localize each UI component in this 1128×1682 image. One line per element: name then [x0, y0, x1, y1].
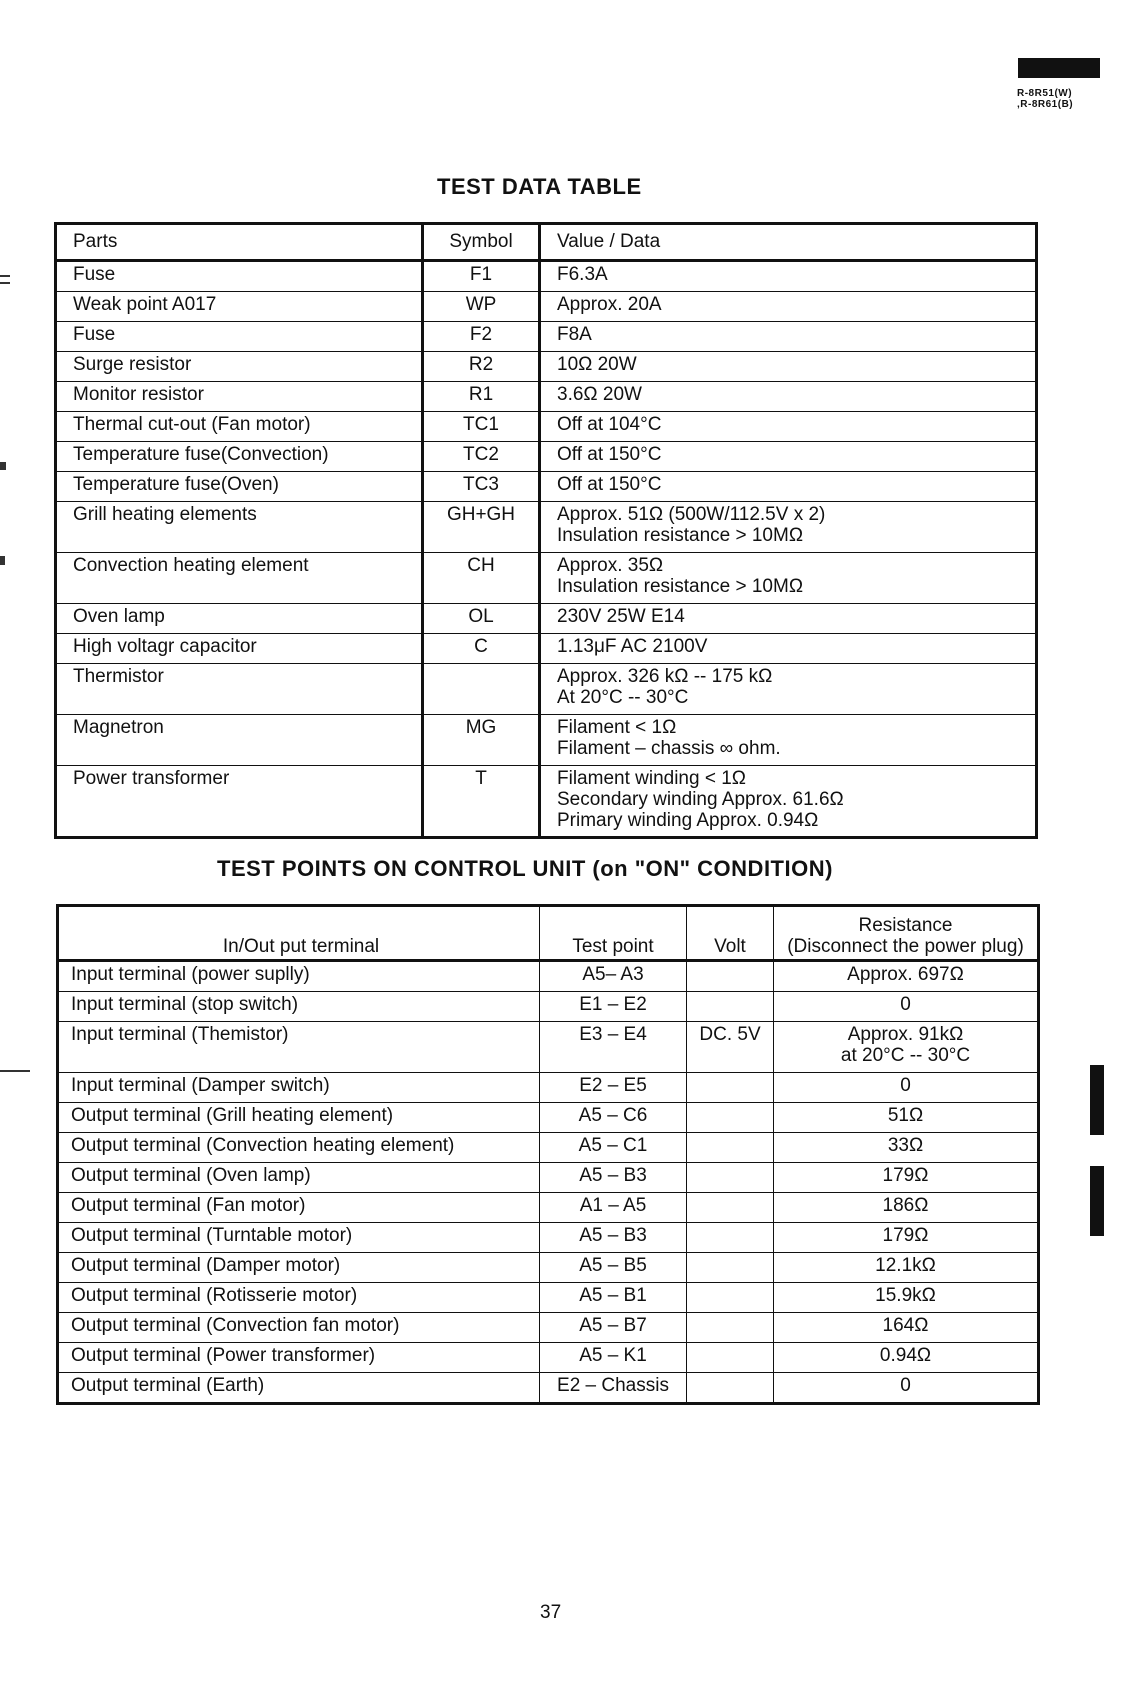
scan-edge-mark: [0, 275, 10, 277]
part-symbol: F1: [423, 261, 540, 292]
value-line: F6.3A: [557, 264, 608, 285]
test-points-table: [56, 904, 1040, 1405]
part-name: Grill heating elements: [56, 502, 423, 553]
terminal-name: Output terminal (Oven lamp): [58, 1163, 540, 1193]
part-value: [540, 382, 1037, 412]
part-value: [540, 766, 1037, 838]
terminal-name: Output terminal (Fan motor): [58, 1193, 540, 1223]
volt-value: [687, 1313, 774, 1343]
test-point: A5 – B1: [540, 1283, 687, 1313]
column-header-resistance: [774, 906, 1039, 961]
value-line: Approx. 326 kΩ -- 175 kΩ: [557, 666, 773, 687]
terminal-name: Output terminal (Damper motor): [58, 1253, 540, 1283]
part-name: Fuse: [56, 322, 423, 352]
resistance-line: 186Ω: [882, 1195, 929, 1216]
part-value: [540, 502, 1037, 553]
test-data-row: [56, 604, 1037, 634]
test-point-row: [58, 1133, 1039, 1163]
test-point: E2 – Chassis: [540, 1373, 687, 1404]
volt-value: [687, 1133, 774, 1163]
test-point: A5 – K1: [540, 1343, 687, 1373]
resistance-value: [774, 1193, 1039, 1223]
resistance-value: [774, 961, 1039, 992]
resistance-line: 0.94Ω: [879, 1345, 932, 1366]
test-points-header-row: [58, 906, 1039, 961]
part-symbol: [423, 664, 540, 715]
resistance-value: [774, 1163, 1039, 1193]
value-line: 1.13μF AC 2100V: [557, 636, 708, 657]
part-value: [540, 664, 1037, 715]
part-value: [540, 322, 1037, 352]
part-value: [540, 352, 1037, 382]
value-line: At 20°C -- 30°C: [557, 687, 689, 708]
resistance-line: 0: [900, 1075, 911, 1096]
test-point: A5 – B3: [540, 1163, 687, 1193]
resistance-value: [774, 1343, 1039, 1373]
edge-index-mark: [1090, 1166, 1104, 1236]
volt-value: [687, 1283, 774, 1313]
part-name: Surge resistor: [56, 352, 423, 382]
test-data-header-row: [56, 224, 1037, 261]
value-line: Insulation resistance > 10MΩ: [557, 576, 804, 597]
resistance-line: 12.1kΩ: [875, 1255, 936, 1276]
test-point-row: [58, 992, 1039, 1022]
volt-value: [687, 1073, 774, 1103]
terminal-name: Output terminal (Rotisserie motor): [58, 1283, 540, 1313]
test-data-row: [56, 412, 1037, 442]
part-name: Weak point A017: [56, 292, 423, 322]
part-symbol: T: [423, 766, 540, 838]
test-data-table: [54, 222, 1038, 839]
test-data-row: [56, 292, 1037, 322]
value-line: 230V 25W E14: [557, 606, 685, 627]
value-line: Off at 150°C: [557, 474, 662, 495]
test-point: A5 – B3: [540, 1223, 687, 1253]
resistance-value: [774, 1073, 1039, 1103]
part-value: [540, 604, 1037, 634]
part-name: Oven lamp: [56, 604, 423, 634]
test-point-row: [58, 1343, 1039, 1373]
value-line: Off at 150°C: [557, 444, 662, 465]
part-symbol: MG: [423, 715, 540, 766]
page-number: 37: [540, 1602, 562, 1623]
test-point-row: [58, 1103, 1039, 1133]
column-header-parts: Parts: [56, 224, 423, 261]
part-value: [540, 292, 1037, 322]
value-line: Secondary winding Approx. 61.6Ω: [557, 789, 844, 810]
test-point-row: [58, 1283, 1039, 1313]
part-symbol: WP: [423, 292, 540, 322]
test-data-row: [56, 382, 1037, 412]
volt-value: [687, 1163, 774, 1193]
test-data-row: [56, 553, 1037, 604]
resistance-value: [774, 1133, 1039, 1163]
test-point-row: [58, 1313, 1039, 1343]
value-line: F8A: [557, 324, 592, 345]
resistance-line: Approx. 697Ω: [847, 964, 964, 985]
terminal-name: Input terminal (stop switch): [58, 992, 540, 1022]
test-point: E2 – E5: [540, 1073, 687, 1103]
volt-value: [687, 992, 774, 1022]
model-codes: [1017, 88, 1073, 110]
resistance-line: 0: [900, 994, 911, 1015]
test-data-row: [56, 261, 1037, 292]
value-line: Approx. 35Ω: [557, 555, 664, 576]
part-symbol: R1: [423, 382, 540, 412]
scan-edge-mark: [0, 462, 6, 470]
value-line: Off at 104°C: [557, 414, 662, 435]
test-point-row: [58, 1373, 1039, 1404]
test-data-row: [56, 322, 1037, 352]
part-value: [540, 442, 1037, 472]
resistance-value: [774, 992, 1039, 1022]
terminal-name: Output terminal (Convection heating element): [58, 1133, 540, 1163]
resistance-line: 0: [900, 1375, 911, 1396]
part-symbol: F2: [423, 322, 540, 352]
part-name: Monitor resistor: [56, 382, 423, 412]
resistance-value: [774, 1223, 1039, 1253]
part-name: Fuse: [56, 261, 423, 292]
part-symbol: TC2: [423, 442, 540, 472]
test-point: A5 – B5: [540, 1253, 687, 1283]
resistance-value: [774, 1283, 1039, 1313]
test-point-row: [58, 1073, 1039, 1103]
value-line: Approx. 20A: [557, 294, 662, 315]
test-point: A5– A3: [540, 961, 687, 992]
terminal-name: Output terminal (Earth): [58, 1373, 540, 1404]
test-data-row: [56, 715, 1037, 766]
test-data-row: [56, 472, 1037, 502]
volt-value: [687, 1373, 774, 1404]
test-point: A5 – C6: [540, 1103, 687, 1133]
volt-value: [687, 1253, 774, 1283]
test-data-row: [56, 352, 1037, 382]
value-line: Primary winding Approx. 0.94Ω: [557, 810, 819, 831]
resistance-header-line: Resistance: [858, 915, 953, 936]
value-line: Insulation resistance > 10MΩ: [557, 525, 804, 546]
test-point: A1 – A5: [540, 1193, 687, 1223]
test-data-table-title: TEST DATA TABLE: [437, 174, 642, 199]
model-code: ,R-8R61(B): [1017, 99, 1074, 110]
part-symbol: TC3: [423, 472, 540, 502]
volt-value: DC. 5V: [687, 1022, 774, 1073]
test-point-row: [58, 1193, 1039, 1223]
model-code: R-8R51(W): [1017, 88, 1073, 99]
test-point-row: [58, 1253, 1039, 1283]
resistance-value: [774, 1253, 1039, 1283]
part-value: [540, 412, 1037, 442]
volt-value: [687, 961, 774, 992]
part-name: Magnetron: [56, 715, 423, 766]
part-symbol: CH: [423, 553, 540, 604]
value-line: 10Ω 20W: [557, 354, 637, 375]
resistance-line: 179Ω: [882, 1165, 929, 1186]
test-point-row: [58, 1022, 1039, 1073]
test-data-row: [56, 634, 1037, 664]
terminal-name: Output terminal (Turntable motor): [58, 1223, 540, 1253]
part-symbol: OL: [423, 604, 540, 634]
value-line: Filament < 1Ω: [557, 717, 677, 738]
test-points-table-title: TEST POINTS ON CONTROL UNIT (on "ON" CONDITION): [217, 856, 833, 881]
test-data-row: [56, 502, 1037, 553]
part-name: Convection heating element: [56, 553, 423, 604]
part-value: [540, 553, 1037, 604]
test-point-row: [58, 1223, 1039, 1253]
value-line: Approx. 51Ω (500W/112.5V x 2): [557, 504, 826, 525]
value-line: Filament – chassis ∞ ohm.: [557, 738, 781, 759]
test-point-row: [58, 961, 1039, 992]
resistance-value: [774, 1103, 1039, 1133]
part-symbol: C: [423, 634, 540, 664]
volt-value: [687, 1193, 774, 1223]
terminal-name: Output terminal (Grill heating element): [58, 1103, 540, 1133]
resistance-value: [774, 1313, 1039, 1343]
part-value: [540, 261, 1037, 292]
part-value: [540, 634, 1037, 664]
part-symbol: GH+GH: [423, 502, 540, 553]
scan-edge-mark: [0, 556, 5, 565]
resistance-value: [774, 1022, 1039, 1073]
resistance-line: 15.9kΩ: [875, 1285, 936, 1306]
resistance-line: 179Ω: [882, 1225, 929, 1246]
scan-edge-mark: [0, 1070, 30, 1072]
part-name: Temperature fuse(Convection): [56, 442, 423, 472]
part-value: [540, 472, 1037, 502]
value-line: 3.6Ω 20W: [557, 384, 642, 405]
column-header-volt: Volt: [687, 906, 774, 961]
resistance-line: 51Ω: [887, 1105, 924, 1126]
resistance-header-line: (Disconnect the power plug): [787, 936, 1024, 957]
terminal-name: Output terminal (Power transformer): [58, 1343, 540, 1373]
edge-index-mark: [1090, 1065, 1104, 1135]
terminal-name: Input terminal (power suplly): [58, 961, 540, 992]
test-point: A5 – C1: [540, 1133, 687, 1163]
header-black-bar: [1018, 58, 1100, 78]
terminal-name: Output terminal (Convection fan motor): [58, 1313, 540, 1343]
part-name: Temperature fuse(Oven): [56, 472, 423, 502]
test-point: E1 – E2: [540, 992, 687, 1022]
column-header-test-point: Test point: [540, 906, 687, 961]
column-header-value: Value / Data: [540, 224, 1037, 261]
part-name: High voltagr capacitor: [56, 634, 423, 664]
test-point-row: [58, 1163, 1039, 1193]
test-data-row: [56, 766, 1037, 838]
test-data-row: [56, 664, 1037, 715]
resistance-line: 164Ω: [882, 1315, 929, 1336]
column-header-terminal: In/Out put terminal: [58, 906, 540, 961]
part-symbol: R2: [423, 352, 540, 382]
resistance-line: 33Ω: [887, 1135, 924, 1156]
terminal-name: Input terminal (Damper switch): [58, 1073, 540, 1103]
part-name: Thermal cut-out (Fan motor): [56, 412, 423, 442]
volt-value: [687, 1103, 774, 1133]
volt-value: [687, 1343, 774, 1373]
column-header-symbol: Symbol: [423, 224, 540, 261]
part-name: Thermistor: [56, 664, 423, 715]
resistance-line: Approx. 91kΩ: [847, 1024, 964, 1045]
test-data-row: [56, 442, 1037, 472]
part-symbol: TC1: [423, 412, 540, 442]
resistance-value: [774, 1373, 1039, 1404]
terminal-name: Input terminal (Themistor): [58, 1022, 540, 1073]
test-point: A5 – B7: [540, 1313, 687, 1343]
resistance-line: at 20°C -- 30°C: [840, 1045, 971, 1066]
scan-edge-mark: [0, 282, 10, 284]
part-name: Power transformer: [56, 766, 423, 838]
test-point: E3 – E4: [540, 1022, 687, 1073]
volt-value: [687, 1223, 774, 1253]
value-line: Filament winding < 1Ω: [557, 768, 746, 789]
part-value: [540, 715, 1037, 766]
